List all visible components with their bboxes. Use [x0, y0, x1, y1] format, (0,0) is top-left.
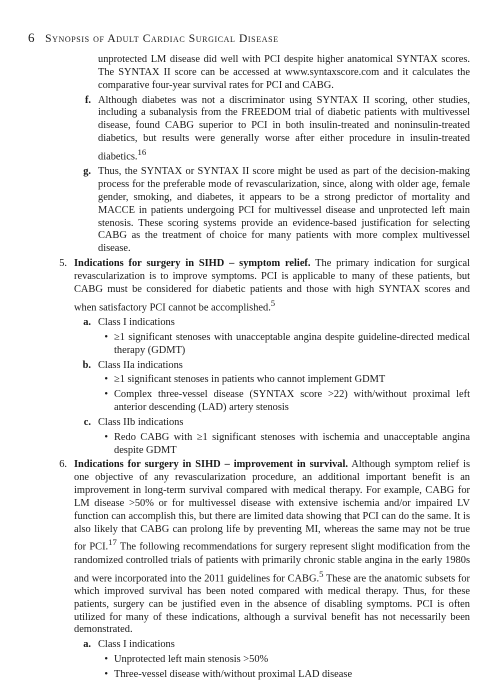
- item-label: Class IIa indications: [98, 359, 183, 371]
- subitem-6a: [28, 639, 470, 652]
- item-marker: g.: [83, 166, 91, 178]
- bullet-icon: •: [104, 374, 108, 386]
- bullet-item: [28, 389, 470, 415]
- bullet-icon: •: [104, 431, 108, 443]
- bullet-text: Redo CABG with ≥1 significant stenoses with ischemia and unacceptable angina despite GDMT: [114, 431, 470, 456]
- bullet-item: [28, 654, 470, 667]
- section-heading: Indications for surgery in SIHD – symptom relief.: [74, 258, 311, 270]
- citation-ref: 5: [319, 568, 324, 579]
- section-number: 5.: [59, 258, 67, 270]
- list-item-g: [28, 166, 470, 256]
- running-header: [28, 30, 470, 46]
- citation-ref: 17: [108, 537, 117, 548]
- item-label: Class I indications: [98, 316, 175, 328]
- running-title: Synopsis of Adult Cardiac Surgical Disease: [45, 33, 279, 45]
- bullet-icon: •: [104, 669, 108, 680]
- bullet-icon: •: [104, 331, 108, 343]
- section-heading: Indications for surgery in SIHD – improvement in survival.: [74, 459, 348, 471]
- bullet-item: [28, 374, 470, 387]
- bullet-text: Three-vessel disease with/without proximal LAD disease: [114, 669, 353, 680]
- list-item-f: [28, 95, 470, 165]
- subitem-5b: [28, 360, 470, 373]
- section-text: The primary indication for surgical revascularization is to improve symptoms. PCI is applicable to many of these patients, but CABG must be considered for diabetic patients and those with high SYNTAX scores and when satisfactory PCI cannot be accomplished.: [74, 258, 470, 314]
- body-text: [28, 54, 470, 682]
- section-6: [28, 459, 470, 637]
- subitem-5a: [28, 317, 470, 330]
- section-text: Although symptom relief is one objective of any revascularization procedure, an additional important benefit is an improvement in long-term survival compared with medical therapy. For example, CABG for LM disease >50% or for multivessel disease with extensive ischemia and/or impaired LV function can accomplish this, but there are limited data showing that PCI can do the same. It is also likely that CABG can prolong life by preventing MI, whereas the same may not be true for PCI.: [74, 459, 470, 553]
- item-label: Class I indications: [98, 639, 175, 651]
- bullet-text: Complex three-vessel disease (SYNTAX score >22) with/without proximal left anterior descending (LAD) artery stenosis: [114, 389, 470, 414]
- item-marker: b.: [82, 359, 91, 371]
- item-text: Although diabetes was not a discriminator using SYNTAX II scoring, other studies, including a subanalysis from the FREEDOM trial of diabetic patients with multivessel disease, found CABG superior to PCI in both insulin-treated and noninsulin-treated diabetics, but results were generally worse after either procedure in insulin-treated diabetics.: [98, 94, 470, 163]
- section-5: [28, 258, 470, 315]
- bullet-text: ≥1 significant stenoses in patients who cannot implement GDMT: [114, 374, 386, 386]
- bullet-item: [28, 432, 470, 458]
- item-marker: a.: [83, 316, 91, 328]
- bullet-icon: •: [104, 654, 108, 666]
- bullet-text: ≥1 significant stenoses with unacceptable angina despite guideline-directed medical therapy (GDMT): [114, 331, 470, 356]
- page-number: 6: [28, 30, 36, 45]
- bullet-text: Unprotected left main stenosis >50%: [114, 654, 269, 666]
- section-text: These are the anatomic subsets for which improved survival has been noted compared with medical therapy. Thus, for these patients, surgery can be justified even in the absence of disabling symptoms. PCI is often utilized for many of these indications, although a survival benefit has not necessarily been demonstrated.: [74, 573, 470, 636]
- item-text: Thus, the SYNTAX or SYNTAX II score might be used as part of the decision-making process for the preferable mode of revascularization, since, along with older age, female gender, smoking, and diabetes, it appears to be a strong predictor of mortality and MACCE in patients undergoing PCI for multivessel disease and unprotected left main stenosis. These scoring systems provide an evidence-based justification for selecting CABG as the treatment of choice for many patients with more complex multivessel disease.: [98, 166, 470, 255]
- bullet-item: [28, 669, 470, 682]
- section-number: 6.: [59, 459, 67, 471]
- item-label: Class IIb indications: [98, 416, 184, 428]
- item-marker: c.: [83, 416, 91, 428]
- citation-ref: 16: [137, 146, 147, 157]
- item-marker: f.: [84, 94, 91, 106]
- bullet-item: [28, 332, 470, 358]
- citation-ref: 5: [270, 297, 276, 308]
- subitem-5c: [28, 417, 470, 430]
- continued-paragraph: unprotected LM disease did well with PCI despite higher anatomical SYNTAX scores. The SYNTAX II score can be accessed at www.syntaxscore.com and it calculates the comparative four-year survival rates for PCI and CABG.: [98, 54, 470, 91]
- bullet-icon: •: [104, 389, 108, 401]
- section-text: The following recommendations for surgery represent slight modification from the randomized controlled trials of patients with primarily chronic stable angina in the early 1980s and were incorporated into the 2011 guidelines for CABG.: [74, 541, 470, 585]
- item-marker: a.: [83, 639, 91, 651]
